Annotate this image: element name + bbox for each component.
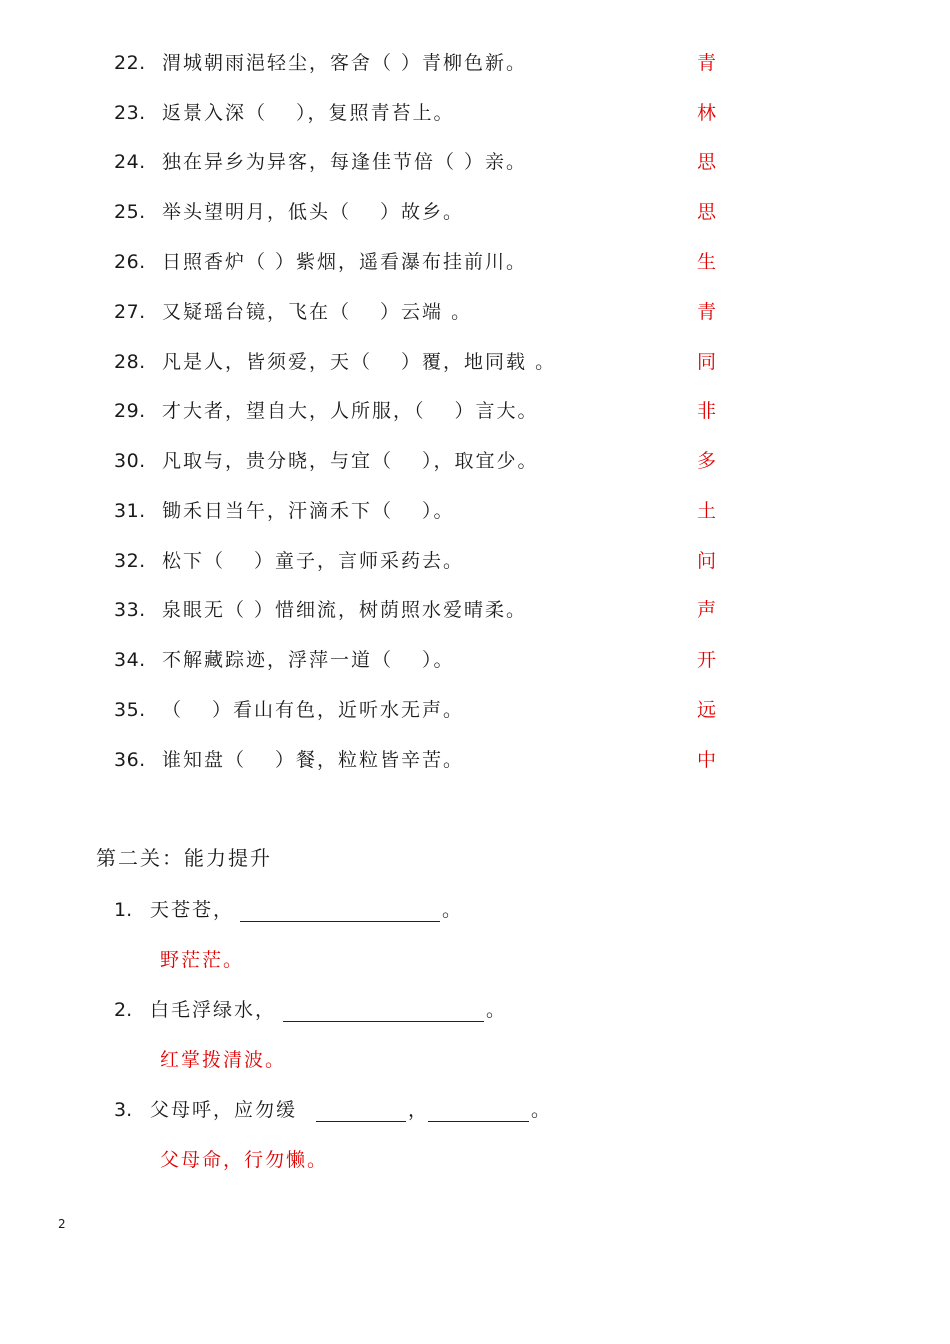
item-number: 26. — [114, 251, 146, 273]
item-text: 泉眼无（ ）惜细流，树荫照水爱晴柔。 — [162, 599, 528, 621]
question-end-punct: 。 — [531, 1099, 551, 1121]
item-answer: 问 — [697, 550, 717, 572]
list-item — [0, 595, 950, 625]
list-item — [0, 745, 950, 775]
question-answer: 红掌拨清波。 — [160, 1049, 287, 1071]
item-number: 33. — [114, 599, 146, 621]
item-answer: 多 — [697, 450, 717, 472]
question-number: 1. — [114, 899, 133, 921]
item-text: 凡是人，皆须爱，天（ ）覆，地同载 。 — [162, 351, 557, 373]
answer-blank[interactable] — [240, 921, 440, 922]
item-number: 24. — [114, 151, 146, 173]
item-answer: 青 — [697, 301, 717, 323]
item-number: 30. — [114, 450, 146, 472]
answer-blank[interactable] — [283, 1021, 484, 1022]
answer-blank[interactable] — [316, 1121, 406, 1122]
item-number: 23. — [114, 102, 146, 124]
item-answer: 中 — [697, 749, 717, 771]
list-item — [0, 496, 950, 526]
question-row — [0, 995, 950, 1025]
question-end-punct: 。 — [486, 999, 506, 1021]
item-answer: 远 — [697, 699, 717, 721]
question-answer: 父母命，行勿懒。 — [160, 1149, 329, 1171]
answer-blank[interactable] — [428, 1121, 529, 1122]
list-item — [0, 247, 950, 277]
list-item — [0, 297, 950, 327]
item-text: 谁知盘（ ）餐，粒粒皆辛苦。 — [162, 749, 465, 771]
list-item — [0, 347, 950, 377]
item-text: 凡取与，贵分晓，与宜（ ），取宜少。 — [162, 450, 539, 472]
item-answer: 林 — [697, 102, 717, 124]
item-number: 36. — [114, 749, 146, 771]
question-text: 天苍苍， — [150, 899, 235, 921]
question-end-punct: 。 — [442, 899, 462, 921]
item-number: 29. — [114, 400, 146, 422]
item-answer: 非 — [697, 400, 717, 422]
list-item — [0, 446, 950, 476]
item-answer: 开 — [697, 649, 717, 671]
question-row — [0, 1095, 950, 1125]
question-number: 2. — [114, 999, 133, 1021]
list-item — [0, 695, 950, 725]
item-text: 又疑瑶台镜，飞在（ ）云端 。 — [162, 301, 473, 323]
page-number: 2 — [58, 1217, 66, 1231]
question-answer: 野茫茫。 — [160, 949, 245, 971]
list-item — [0, 197, 950, 227]
section-title: 第二关：能力提升 — [96, 846, 272, 870]
list-item — [0, 645, 950, 675]
question-text: 白毛浮绿水， — [150, 999, 277, 1021]
item-text: （ ）看山有色，近听水无声。 — [162, 699, 465, 721]
item-answer: 土 — [697, 500, 717, 522]
item-number: 34. — [114, 649, 146, 671]
question-row — [0, 895, 950, 925]
question-mid-punct: ， — [408, 1099, 428, 1121]
item-number: 35. — [114, 699, 146, 721]
list-item — [0, 147, 950, 177]
item-text: 锄禾日当午，汗滴禾下（ ）。 — [162, 500, 455, 522]
item-text: 日照香炉（ ）紫烟，遥看瀑布挂前川。 — [162, 251, 528, 273]
item-number: 27. — [114, 301, 146, 323]
item-text: 松下（ ）童子，言师采药去。 — [162, 550, 465, 572]
item-number: 32. — [114, 550, 146, 572]
item-answer: 思 — [697, 201, 717, 223]
item-text: 举头望明月，低头（ ）故乡。 — [162, 201, 465, 223]
item-answer: 声 — [697, 599, 717, 621]
item-answer: 同 — [697, 351, 717, 373]
item-answer: 青 — [697, 52, 717, 74]
item-text: 渭城朝雨浥轻尘，客舍（ ）青柳色新。 — [162, 52, 528, 74]
list-item — [0, 546, 950, 576]
item-answer: 思 — [697, 151, 717, 173]
list-item — [0, 98, 950, 128]
list-item — [0, 48, 950, 78]
item-text: 才大者，望自大，人所服，（ ）言大。 — [162, 400, 539, 422]
item-number: 22. — [114, 52, 146, 74]
item-text: 独在异乡为异客，每逢佳节倍（ ）亲。 — [162, 151, 528, 173]
item-text: 不解藏踪迹，浮萍一道（ ）。 — [162, 649, 455, 671]
item-number: 28. — [114, 351, 146, 373]
item-answer: 生 — [697, 251, 717, 273]
question-number: 3. — [114, 1099, 133, 1121]
list-item — [0, 396, 950, 426]
question-text: 父母呼，应勿缓 — [150, 1099, 298, 1121]
item-number: 25. — [114, 201, 146, 223]
item-text: 返景入深（ ），复照青苔上。 — [162, 102, 455, 124]
item-number: 31. — [114, 500, 146, 522]
